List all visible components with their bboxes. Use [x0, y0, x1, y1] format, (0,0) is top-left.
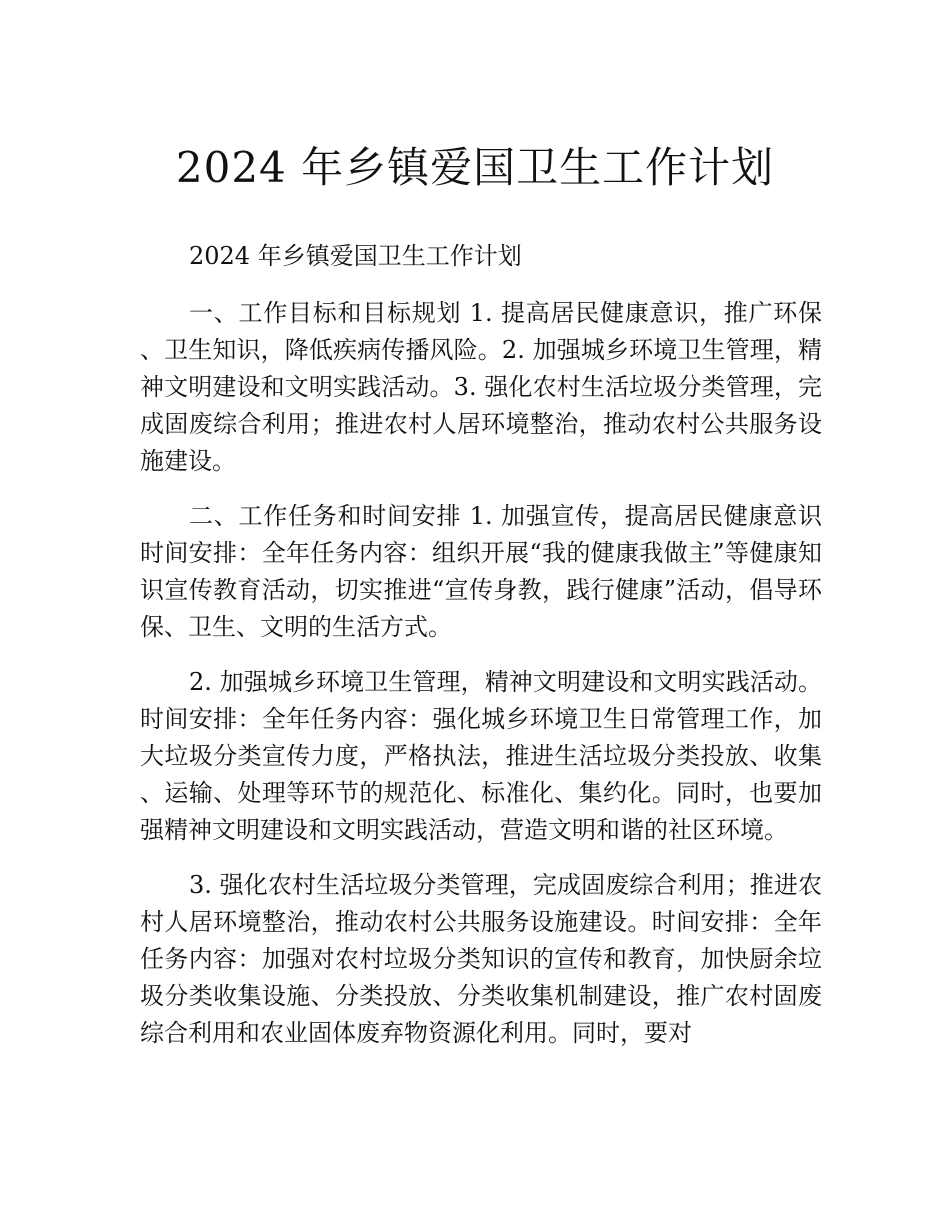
document-title: 2024 年乡镇爱国卫生工作计划: [175, 143, 775, 192]
goals-paragraph: 一、工作目标和目标规划 1. 提高居民健康意识，推广环保、卫生知识，降低疾病传播风险。2. 加强城乡环境卫生管理，精神文明建设和文明实践活动。3. 强化农村生活垃圾分类管理，完成固废综合利用；推进农村人居环境整治，推动农村公共服务设施建设。: [140, 299, 822, 475]
rural-waste-paragraph: 3. 强化农村生活垃圾分类管理，完成固废综合利用；推进农村人居环境整治，推动农村公共服务设施建设。时间安排：全年任务内容：加强对农村垃圾分类知识的宣传和教育，加快厨余垃圾分类收集设施、分类投放、分类收集机制建设，推广农村固废综合利用和农业固体废弃物资源化利用。同时，要对: [140, 871, 822, 1047]
tasks-paragraph: 二、工作任务和时间安排 1. 加强宣传，提高居民健康意识时间安排：全年任务内容：组织开展“我的健康我做主”等健康知识宣传教育活动，切实推进“宣传身教，践行健康”活动，倡导环保、卫生、文明的生活方式。: [140, 502, 822, 641]
document-subtitle-paragraph: 2024 年乡镇爱国卫生工作计划: [189, 242, 522, 270]
environment-management-paragraph: 2. 加强城乡环境卫生管理，精神文明建设和文明实践活动。时间安排：全年任务内容：强化城乡环境卫生日常管理工作，加大垃圾分类宣传力度，严格执法，推进生活垃圾分类投放、收集、运输、处理等环节的规范化、标准化、集约化。同时，也要加强精神文明建设和文明实践活动，营造文明和谐的社区环境。: [140, 668, 822, 844]
document-body: [140, 238, 822, 1070]
